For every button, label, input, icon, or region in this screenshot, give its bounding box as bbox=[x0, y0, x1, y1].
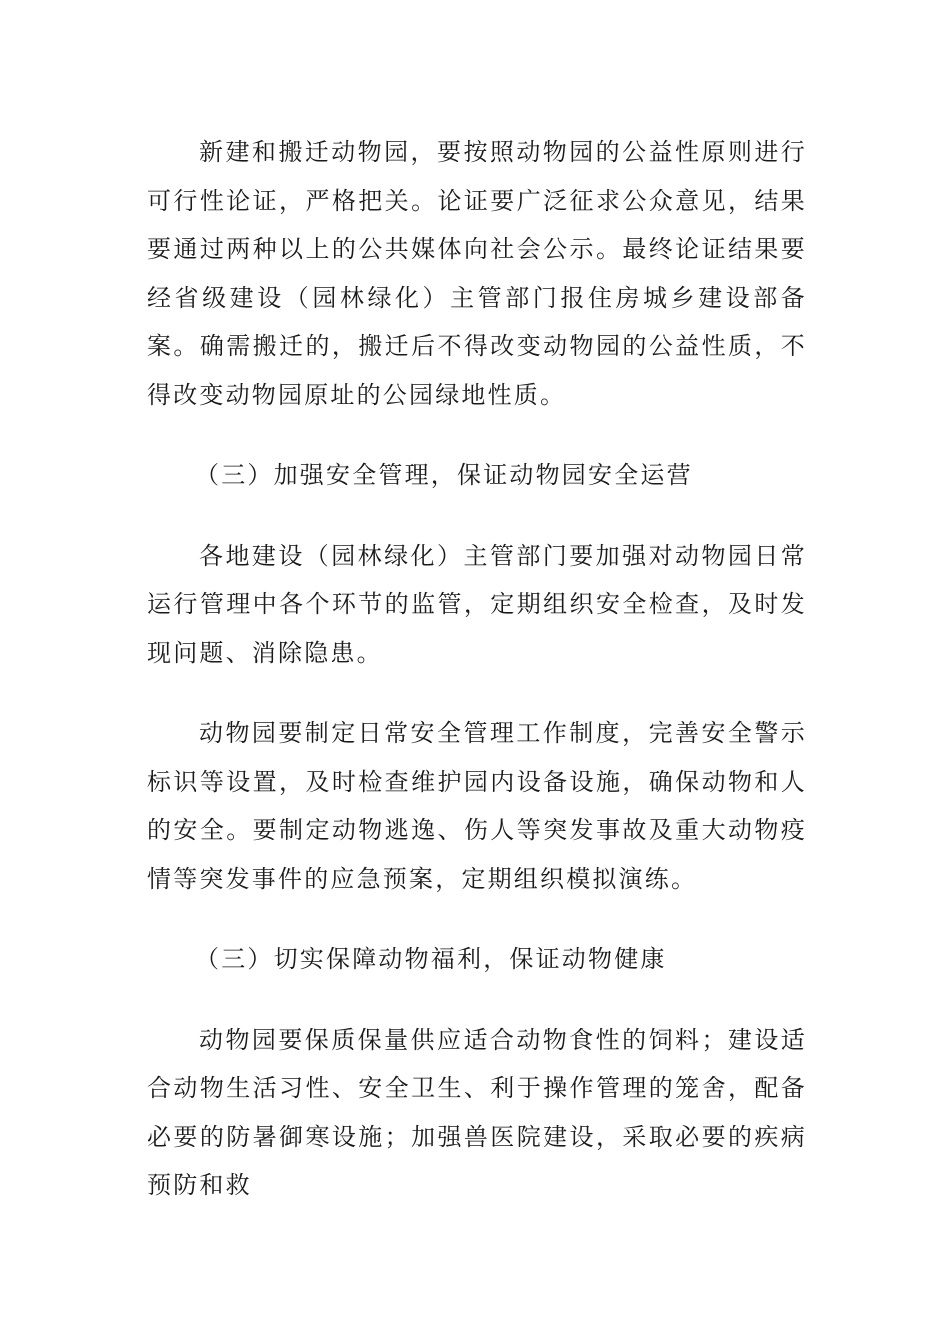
paragraph-spacer bbox=[147, 419, 807, 451]
paragraph-spacer bbox=[147, 903, 807, 935]
paragraph-relocation-review: 新建和搬迁动物园，要按照动物园的公益性原则进行可行性论证，严格把关。论证要广泛征求公众意见，结果要通过两种以上的公共媒体向社会公示。最终论证结果要经省级建设（园林绿化）主管部门报住房城乡建设部备案。确需搬迁的，搬迁后不得改变动物园的公益性质，不得改变动物园原址的公园绿地性质。 bbox=[147, 138, 807, 409]
paragraph-supervision: 各地建设（园林绿化）主管部门要加强对动物园日常运行管理中各个环节的监管，定期组织安全检查，及时发现问题、消除隐患。 bbox=[147, 541, 807, 667]
paragraph-spacer bbox=[147, 677, 807, 709]
paragraph-spacer bbox=[147, 500, 807, 532]
paragraph-safety-system: 动物园要制定日常安全管理工作制度，完善安全警示标识等设置，及时检查维护园内设备设施，确保动物和人的安全。要制定动物逃逸、伤人等突发事故及重大动物疫情等突发事件的应急预案，定期组织模拟演练。 bbox=[147, 719, 807, 893]
paragraph-feeding-housing: 动物园要保质保量供应适合动物食性的饲料；建设适合动物生活习性、安全卫生、利于操作管理的笼舍，配备必要的防暑御寒设施；加强兽医院建设，采取必要的疾病预防和救 bbox=[147, 1025, 807, 1199]
paragraph-spacer bbox=[147, 984, 807, 1016]
section-heading-animal-welfare: （三）切实保障动物福利，保证动物健康 bbox=[195, 945, 667, 973]
section-heading-safety-management: （三）加强安全管理，保证动物园安全运营 bbox=[195, 461, 693, 489]
document-body bbox=[147, 128, 807, 1210]
